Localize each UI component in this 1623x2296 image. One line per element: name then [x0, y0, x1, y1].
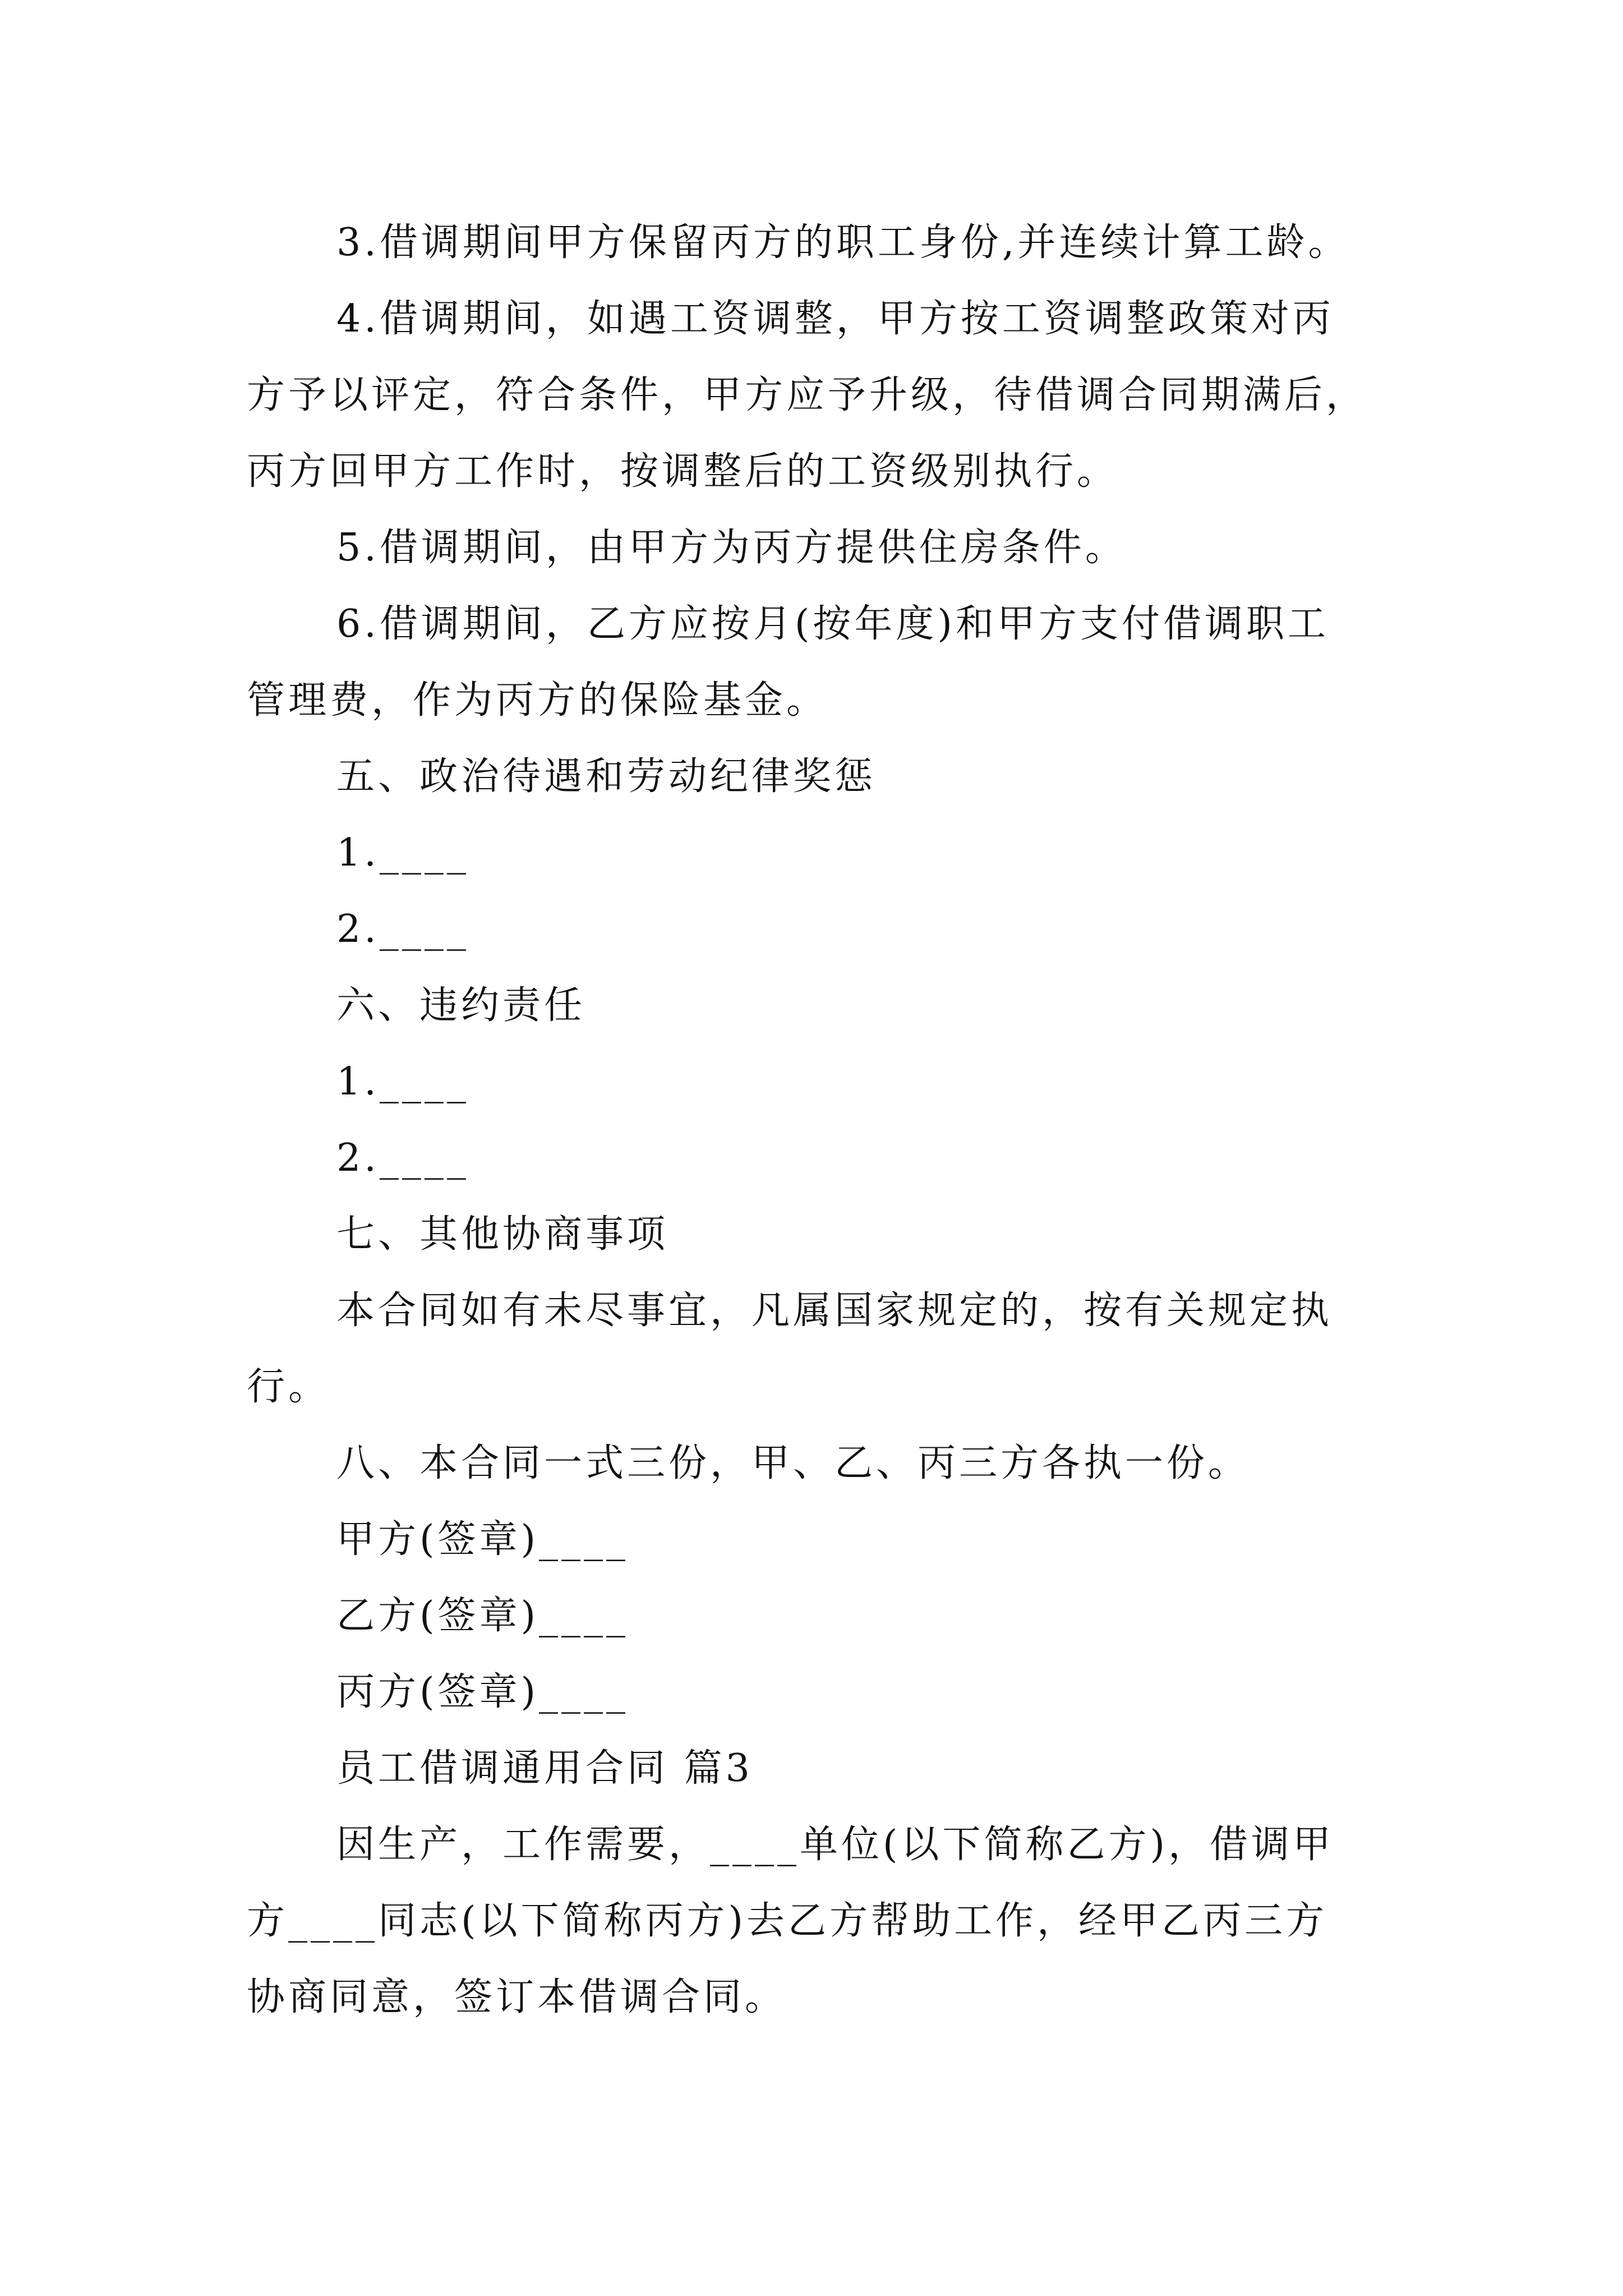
- text-line: 丙方(签章)____: [336, 1670, 629, 1714]
- text-line: 3.借调期间甲方保留丙方的职工身份,并连续计算工龄。: [336, 220, 1350, 265]
- paragraph-sec5: [247, 739, 1424, 815]
- paragraph-p4: [247, 281, 1424, 510]
- paragraph-sign-b: [247, 1578, 1424, 1654]
- paragraph-p5: [247, 510, 1424, 586]
- paragraph-sec5-2: [247, 891, 1424, 968]
- text-line: 2.____: [336, 907, 469, 951]
- text-line: 方____同志(以下简称丙方)去乙方帮助工作，经甲乙丙三方: [247, 1899, 1328, 1943]
- paragraph-sec7-body: [247, 1273, 1424, 1425]
- text-line: 5.借调期间，由甲方为丙方提供住房条件。: [336, 526, 1127, 570]
- text-line: 1.____: [336, 831, 469, 875]
- paragraph-sec6-1: [247, 1044, 1424, 1120]
- text-line: 管理费，作为丙方的保险基金。: [247, 678, 828, 723]
- text-line: 六、违约责任: [336, 983, 586, 1028]
- text-line: 七、其他协商事项: [336, 1212, 669, 1257]
- text-line: 乙方(签章)____: [336, 1594, 629, 1638]
- paragraph-sign-c: [247, 1654, 1424, 1731]
- text-line: 丙方回甲方工作时，按调整后的工资级别执行。: [247, 449, 1119, 494]
- text-line: 八、本合同一式三份，甲、乙、丙三方各执一份。: [336, 1441, 1250, 1485]
- text-line: 因生产，工作需要，____单位(以下简称乙方)，借调甲: [336, 1823, 1335, 1867]
- text-line: 行。: [247, 1365, 330, 1409]
- paragraph-sec6-2: [247, 1120, 1424, 1197]
- text-line: 6.借调期间，乙方应按月(按年度)和甲方支付借调职工: [336, 602, 1329, 646]
- paragraph-sec8: [247, 1425, 1424, 1502]
- paragraph-title3: [247, 1731, 1424, 1807]
- text-line: 五、政治待遇和劳动纪律奖惩: [336, 754, 877, 799]
- text-line: 本合同如有未尽事宜，凡属国家规定的，按有关规定执: [336, 1289, 1333, 1333]
- text-line: 甲方(签章)____: [336, 1517, 629, 1562]
- paragraph-sec6: [247, 968, 1424, 1044]
- paragraph-intro3: [247, 1807, 1424, 2036]
- text-line: 4.借调期间，如遇工资调整，甲方按工资调整政策对丙: [336, 297, 1334, 341]
- paragraph-sec5-1: [247, 815, 1424, 891]
- paragraph-p6: [247, 586, 1424, 739]
- text-line: 2.____: [336, 1136, 469, 1180]
- paragraph-sec7: [247, 1197, 1424, 1273]
- paragraph-sign-a: [247, 1502, 1424, 1578]
- text-line: 员工借调通用合同 篇3: [336, 1746, 753, 1791]
- paragraph-p3: [247, 205, 1424, 281]
- text-line: 1.____: [336, 1060, 469, 1104]
- text-line: 方予以评定，符合条件，甲方应予升级，待借调合同期满后，: [247, 373, 1368, 417]
- document-body: [247, 205, 1424, 2036]
- text-line: 协商同意，签订本借调合同。: [247, 1975, 787, 2019]
